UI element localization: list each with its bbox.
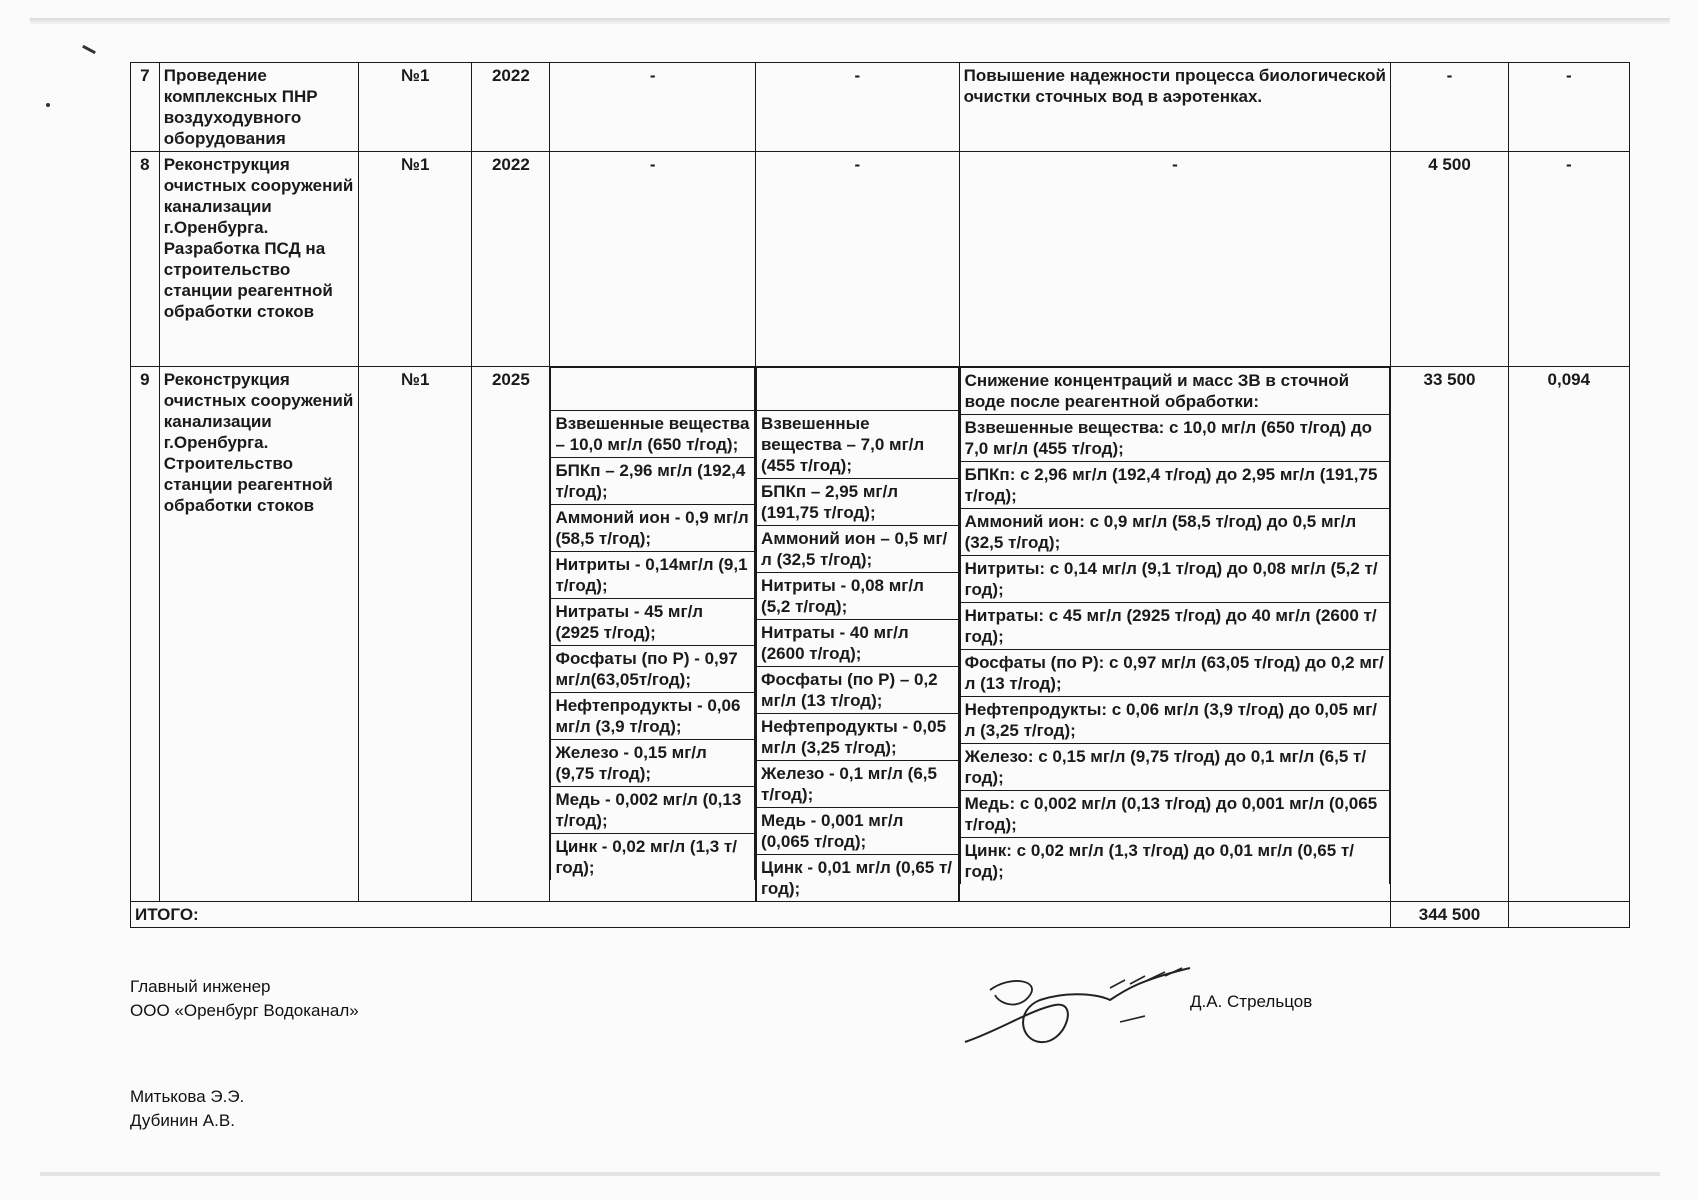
- sub-row: [551, 411, 755, 458]
- object-number: №1: [359, 367, 472, 902]
- sub-row: [551, 834, 755, 881]
- year: 2022: [472, 63, 550, 152]
- sub-row: [757, 855, 959, 902]
- sub-row: [551, 787, 755, 834]
- sub-cell-effect: Нефтепродукты: с 0,06 мг/л (3,9 т/год) до 0,05 мг/л (3,25 т/год);: [960, 697, 1390, 744]
- sub-cell-before: Медь - 0,002 мг/л (0,13 т/год);: [551, 787, 755, 834]
- sub-cell-before: Аммоний ион - 0,9 мг/л (58,5 т/год);: [551, 505, 755, 552]
- measure-name: Проведение комплексных ПНР воздуходувного оборудования: [159, 63, 358, 152]
- sub-row: [960, 697, 1390, 744]
- sub-cell-effect: Аммоний ион: с 0,9 мг/л (58,5 т/год) до 0,5 мг/л (32,5 т/год);: [960, 509, 1390, 556]
- sub-cell-after: Аммоний ион – 0,5 мг/л (32,5 т/год);: [757, 526, 959, 573]
- sub-cell-after: Железо - 0,1 мг/л (6,5 т/год);: [757, 761, 959, 808]
- sub-row: [960, 415, 1390, 462]
- sub-cell-before: Фосфаты (по Р) - 0,97 мг/л(63,05т/год);: [551, 646, 755, 693]
- measure-name: Реконструкция очистных сооружений канализации г.Оренбурга. Строительство станции реагентной обработки стоков: [159, 367, 358, 902]
- effect-values-list: [960, 367, 1391, 884]
- after-values-list: [756, 367, 959, 901]
- total-value: 344 500: [1391, 902, 1508, 928]
- measures-table: [130, 62, 1630, 928]
- measure-name: Реконструкция очистных сооружений канализации г.Оренбурга. Разработка ПСД на строительство станции реагентной обработки стоков: [159, 152, 358, 367]
- object-number: №1: [359, 152, 472, 367]
- sub-row-head: [757, 368, 959, 411]
- scan-speck: [46, 103, 50, 107]
- before-value: -: [550, 152, 756, 367]
- sub-cell-effect: Медь: с 0,002 мг/л (0,13 т/год) до 0,001 мг/л (0,065 т/год);: [960, 791, 1390, 838]
- total-row: [131, 902, 1630, 928]
- cost-value: -: [1391, 63, 1508, 152]
- after-values-cell: [756, 367, 960, 902]
- last-value: -: [1508, 152, 1629, 367]
- sub-cell-after: Нитраты - 40 мг/л (2600 т/год);: [757, 620, 959, 667]
- year: 2022: [472, 152, 550, 367]
- sub-row-head: [960, 368, 1390, 415]
- sub-row: [960, 744, 1390, 791]
- signer-name: Д.А. Стрельцов: [1190, 992, 1313, 1011]
- sub-row: [757, 479, 959, 526]
- sub-cell-after: Нитриты - 0,08 мг/л (5,2 т/год);: [757, 573, 959, 620]
- sub-row: [757, 620, 959, 667]
- sub-cell-head: Снижение концентраций и масс ЗВ в сточной воде после реагентной обработки:: [960, 368, 1390, 415]
- sub-row: [551, 552, 755, 599]
- executor-name: Митькова Э.Э.: [130, 1087, 245, 1106]
- table-row: [131, 63, 1630, 152]
- row-number: 9: [131, 367, 160, 902]
- sub-cell-after: Цинк - 0,01 мг/л (0,65 т/год);: [757, 855, 959, 902]
- sub-cell-before: Железо - 0,15 мг/л (9,75 т/год);: [551, 740, 755, 787]
- effect-values-cell: [959, 367, 1391, 902]
- table-row: [131, 367, 1630, 902]
- handwritten-signature: [960, 950, 1200, 1060]
- sub-row: [960, 838, 1390, 885]
- total-label: ИТОГО:: [131, 902, 1391, 928]
- sub-cell-before: БПКп – 2,96 мг/л (192,4 т/год);: [551, 458, 755, 505]
- sub-row: [551, 505, 755, 552]
- sub-cell-before: Нефтепродукты - 0,06 мг/л (3,9 т/год);: [551, 693, 755, 740]
- sub-row: [757, 667, 959, 714]
- scan-edge-bottom: [40, 1172, 1660, 1176]
- sub-cell-after: Взвешенные вещества – 7,0 мг/л (455 т/год);: [757, 411, 959, 479]
- sub-cell-after: Нефтепродукты - 0,05 мг/л (3,25 т/год);: [757, 714, 959, 761]
- signer-position-line1: Главный инженер: [130, 977, 271, 996]
- sub-row: [960, 556, 1390, 603]
- year: 2025: [472, 367, 550, 902]
- sub-row: [551, 599, 755, 646]
- sub-cell-after: Фосфаты (по Р) – 0,2 мг/л (13 т/год);: [757, 667, 959, 714]
- sub-row-head: [551, 368, 755, 411]
- last-value: 0,094: [1508, 367, 1629, 902]
- sub-row: [757, 526, 959, 573]
- sub-row: [960, 603, 1390, 650]
- sub-cell-head: [551, 368, 755, 411]
- sub-row: [960, 462, 1390, 509]
- after-value: -: [756, 63, 960, 152]
- before-value: -: [550, 63, 756, 152]
- sub-row: [757, 808, 959, 855]
- effect-text: Повышение надежности процесса биологической очистки сточных вод в аэротенках.: [959, 63, 1391, 152]
- sub-cell-effect: Фосфаты (по Р): с 0,97 мг/л (63,05 т/год) до 0,2 мг/л (13 т/год);: [960, 650, 1390, 697]
- sub-row: [551, 693, 755, 740]
- sub-row: [757, 411, 959, 479]
- cost-value: 4 500: [1391, 152, 1508, 367]
- sub-cell-before: Нитриты - 0,14мг/л (9,1 т/год);: [551, 552, 755, 599]
- sub-row: [960, 509, 1390, 556]
- before-values-list: [550, 367, 755, 880]
- sub-row: [757, 573, 959, 620]
- executor-name: Дубинин А.В.: [130, 1111, 235, 1130]
- row-number: 7: [131, 63, 160, 152]
- sub-row: [960, 650, 1390, 697]
- sub-cell-effect: Нитраты: с 45 мг/л (2925 т/год) до 40 мг/л (2600 т/год);: [960, 603, 1390, 650]
- row-number: 8: [131, 152, 160, 367]
- total-empty: [1508, 902, 1629, 928]
- scan-edge-top: [30, 18, 1670, 24]
- sub-cell-after: БПКп – 2,95 мг/л (191,75 т/год);: [757, 479, 959, 526]
- sub-row: [757, 761, 959, 808]
- sub-cell-effect: Цинк: с 0,02 мг/л (1,3 т/год) до 0,01 мг/л (0,65 т/год);: [960, 838, 1390, 885]
- signer-position-line2: ООО «Оренбург Водоканал»: [130, 1001, 359, 1020]
- sub-cell-effect: Нитриты: с 0,14 мг/л (9,1 т/год) до 0,08 мг/л (5,2 т/год);: [960, 556, 1390, 603]
- sub-cell-effect: Железо: с 0,15 мг/л (9,75 т/год) до 0,1 мг/л (6,5 т/год);: [960, 744, 1390, 791]
- sub-row: [551, 646, 755, 693]
- sub-cell-effect: БПКп: с 2,96 мг/л (192,4 т/год) до 2,95 мг/л (191,75 т/год);: [960, 462, 1390, 509]
- sub-row: [551, 458, 755, 505]
- scan-mark: [82, 45, 96, 54]
- sub-cell-effect: Взвешенные вещества: с 10,0 мг/л (650 т/год) до 7,0 мг/л (455 т/год);: [960, 415, 1390, 462]
- sub-row: [551, 740, 755, 787]
- cost-value: 33 500: [1391, 367, 1508, 902]
- signer-position: [130, 975, 359, 1023]
- sub-cell-before: Нитраты - 45 мг/л (2925 т/год);: [551, 599, 755, 646]
- effect-text: -: [959, 152, 1391, 367]
- after-value: -: [756, 152, 960, 367]
- before-values-cell: [550, 367, 756, 902]
- sub-cell-head: [757, 368, 959, 411]
- sub-cell-before: Цинк - 0,02 мг/л (1,3 т/год);: [551, 834, 755, 881]
- last-value: -: [1508, 63, 1629, 152]
- table-row: [131, 152, 1630, 367]
- sub-row: [960, 791, 1390, 838]
- sub-cell-before: Взвешенные вещества – 10,0 мг/л (650 т/год);: [551, 411, 755, 458]
- executors: [130, 1085, 244, 1133]
- object-number: №1: [359, 63, 472, 152]
- sub-row: [757, 714, 959, 761]
- sub-cell-after: Медь - 0,001 мг/л (0,065 т/год);: [757, 808, 959, 855]
